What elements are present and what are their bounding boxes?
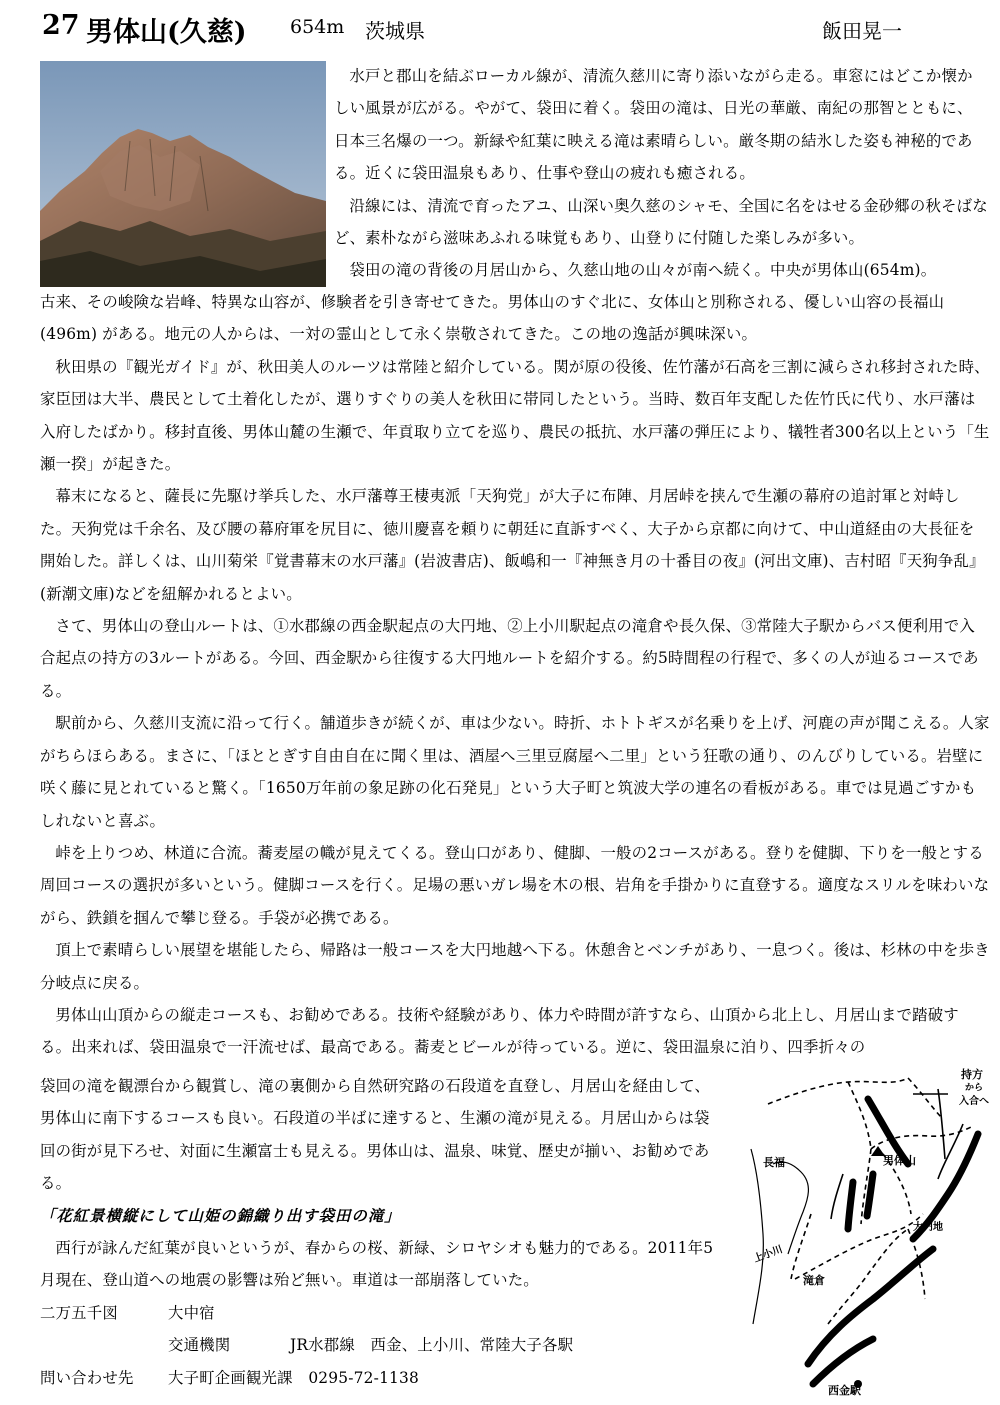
mountain-photo-illustration — [40, 61, 326, 287]
paragraph: 古来、その峻険な岩峰、特異な山容が、修験者を引き寄せてきた。男体山のすぐ北に、女体山と別称される、優しい山容の長福山(496m) がある。地元の人からは、一対の霊山として永く崇敬されてきた。この地の逸話が興味深い。 — [40, 293, 945, 344]
main-text — [40, 286, 990, 1064]
author: 飯田晃一 — [822, 19, 902, 43]
paragraph: 袋田の滝の背後の月居山から、久慈山地の山々が南へ続く。中央が男体山(654m)。 — [349, 261, 937, 280]
closing-text — [40, 1070, 720, 1394]
info-map-label: 二万五千図 — [40, 1303, 118, 1322]
info-transport — [40, 1329, 720, 1361]
info-map — [40, 1297, 720, 1329]
map-label-nantai: 男体山 — [883, 1154, 916, 1167]
page-title: 男体山(久慈) — [86, 17, 247, 48]
map-label-chofuku: 長福 — [763, 1156, 785, 1169]
map-label-daienji: 大円地 — [913, 1222, 943, 1233]
paragraph: 水戸と郡山を結ぶローカル線が、清流久慈川に寄り添いながら走る。車窓にはどこか懐かしい風景が広がる。やがて、袋田に着く。袋田の滝は、日光の華厳、南紀の那智とともに、日本三名爆の一つ。新緑や紅葉に映える滝は素晴らしい。厳冬期の結氷した姿も神秘的である。近くに袋田温泉もあり、仕事や登山の疲れも癒される。 — [334, 67, 973, 183]
map-label-kamiogawa: 上小川 — [752, 1244, 785, 1265]
paragraph: 沿線には、清流で育ったアユ、山深い奥久慈のシャモ、全国に名をはせる金砂郷の秋そばなど、素朴ながら滋味あふれる味覚もあり、山登りに付随した楽しみが多い。 — [334, 196, 988, 248]
paragraph: 幕末になると、薩長に先駆け挙兵した、水戸藩尊王棲夷派「天狗党」が大子に布陣、月居峠を挟んで生瀬の幕府の追討軍と対峙した。天狗党は千余名、及び腰の幕府軍を尻目に、徳川慶喜を頼りに朝廷に直訴すべく、大子から京都に向けて、中山道経由の大長征を開始した。詳しくは、山川菊栄『覚書幕末の水戸藩』(岩波書店)、飯嶋和一『神無き月の十番目の夜』(河出文庫)、吉村昭『天狗争乱』(新潮文庫)などを紐解かれるとよい。 — [40, 487, 985, 603]
paragraph: さて、男体山の登山ルートは、①水郡線の西金駅起点の大円地、②上小川駅起点の滝倉や長久保、③常陸大子駅からバス便利用で入合起点の持方の3ルートがある。今回、西金駅から往復する大円地ルートを紹介する。約5時間程の行程で、多くの人が辿るコースである。 — [40, 617, 979, 700]
mountain-photo — [40, 61, 326, 287]
paragraph: 頂上で素晴らしい展望を堪能したら、帰路は一般コースを大円地越へ下る。休憩舎とベンチがあり、一息つく。後は、杉林の中を歩き分岐点に戻る。 — [40, 941, 990, 992]
paragraph: 袋回の滝を観漂台から観賞し、滝の裏側から自然研究路の石段道を直登し、月居山を経由して、男体山に南下するコースも良い。石段道の半ばに達すると、生瀬の滝が見える。月居山からは袋回の街が見下ろせ、対面に生瀬富士も見える。男体山は、温泉、味覚、歴史が揃い、お勧めである。 — [40, 1077, 711, 1193]
map-label-takikura: 滝倉 — [803, 1274, 825, 1287]
info-transport-label: 交通機関 — [168, 1336, 231, 1355]
route-map-drawing — [733, 1064, 995, 1401]
paragraph: 秋田県の『観光ガイド』が、秋田美人のルーツは常陸と紹介している。関が原の役後、佐竹藩が石高を三割に減らされ移封された時、家臣団は大半、農民として土着化したが、選りすぐりの美人を秋田に帯同したという。当時、数百年支配した佐竹氏に代り、水戸藩は入府したばかり。移封直後、男体山麓の生瀬で、年貢取り立てを巡り、農民の抵抗、水戸藩の弾圧により、犠牲者300名以上という「生瀬一揆」が起きた。 — [40, 357, 990, 474]
page-header — [0, 8, 1000, 52]
info-contact-value: 大子町企画観光課 0295-72-1138 — [168, 1368, 420, 1387]
poem-quote: 「花紅景横縦にして山姫の錦織り出す袋田の滝」 — [40, 1206, 401, 1225]
map-label-mochikata: 持方 — [961, 1068, 983, 1081]
paragraph: 峠を上りつめ、林道に合流。蕎麦屋の幟が見えてくる。登山口があり、健脚、一般の2コースがある。登りを健脚、下りを一般とする周回コースの選択が多いという。健脚コースを行く。足場の悪いガレ場を木の根、岩角を手掛かりに直登する。適度なスリルを味わいながら、鉄鎖を掴んで攀じ登る。手袋が必携である。 — [40, 843, 990, 927]
map-label-iriai: 入合へ — [959, 1096, 989, 1107]
elevation: 654m — [290, 16, 345, 38]
route-map — [733, 1064, 995, 1401]
info-transport-value: JR水郡線 西金、上小川、常陸大子各駅 — [290, 1336, 574, 1355]
paragraph: 男体山山頂からの縦走コースも、お勧めである。技術や経験があり、体力や時間が許すなら、山頂から北上し、月居山まで踏破する。出来れば、袋田温泉で一汗流せば、最高である。蕎麦とビールが待っている。逆に、袋田温泉に泊り、四季折々の — [40, 1005, 959, 1057]
map-label-kara: から — [965, 1083, 984, 1093]
paragraph: 駅前から、久慈川支流に沿って行く。舗道歩きが続くが、車は少ない。時折、ホトトギスが名乗りを上げ、河鹿の声が聞こえる。人家がちらほらある。まさに、「ほととぎす自由自在に聞く里は、酒屋へ三里豆腐屋へ二里」という狂歌の通り、のんびりしている。岩壁に咲く藤に見とれていると驚く。「1650万年前の象足跡の化石発見」という大子町と筑波大学の連名の看板がある。車では見過ごすかもしれないと喜ぶ。 — [40, 714, 990, 830]
info-contact — [40, 1362, 720, 1394]
intro-text — [334, 60, 988, 287]
info-contact-label: 問い合わせ先 — [40, 1368, 134, 1387]
paragraph: 西行が詠んだ紅葉が良いというが、春からの桜、新緑、シロヤシオも魅力的である。2011年5月現在、登山道への地震の影響は殆ど無い。車道は一部崩落していた。 — [40, 1239, 714, 1290]
info-map-value: 大中宿 — [168, 1303, 215, 1322]
map-label-saigane: 西金駅 — [828, 1384, 861, 1397]
prefecture: 茨城県 — [365, 19, 425, 43]
chapter-number: 27 — [42, 10, 80, 41]
